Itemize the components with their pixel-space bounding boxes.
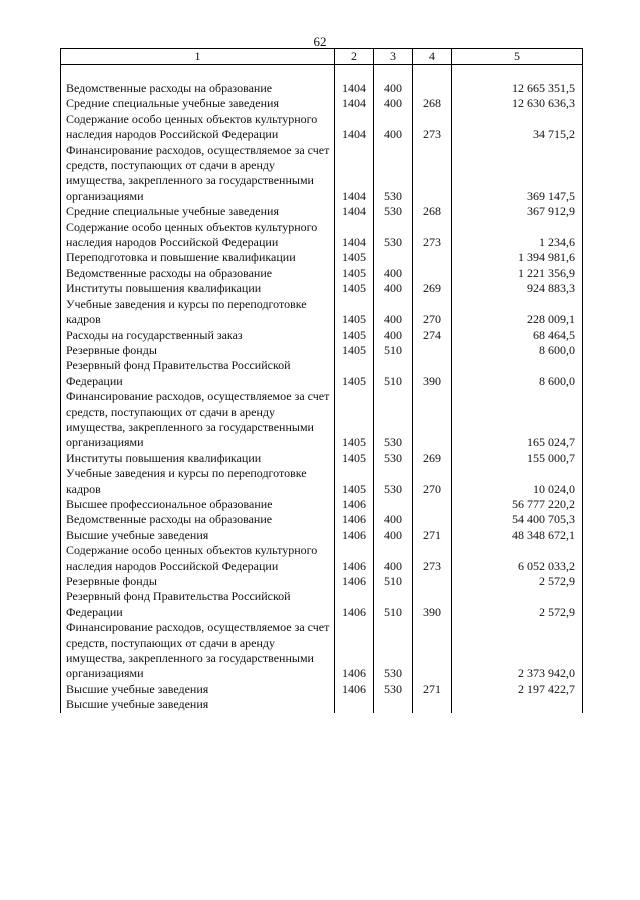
cell-c4 <box>413 697 452 712</box>
cell-c3: 530 <box>374 389 413 451</box>
cell-amount: 165 024,7 <box>452 389 583 451</box>
cell-c4 <box>413 343 452 358</box>
cell-c3: 400 <box>374 543 413 574</box>
cell-c2: 1405 <box>335 358 374 389</box>
table-row <box>61 389 583 451</box>
cell-c3: 530 <box>374 682 413 697</box>
cell-amount: 228 009,1 <box>452 297 583 328</box>
cell-c2: 1405 <box>335 343 374 358</box>
cell-amount: 2 572,9 <box>452 589 583 620</box>
cell-c4: 269 <box>413 281 452 296</box>
cell-c3: 400 <box>374 528 413 543</box>
cell-c3: 400 <box>374 512 413 527</box>
cell-c2: 1404 <box>335 96 374 111</box>
header-row <box>61 49 583 65</box>
cell-c3: 530 <box>374 220 413 251</box>
cell-c2: 1405 <box>335 297 374 328</box>
cell-name: Финансирование расходов, осуществляемое за счет средств, поступающих от сдачи в аренду имущества, закрепленного за государственными организациями <box>61 389 335 451</box>
table-row <box>61 266 583 281</box>
column-header: 4 <box>413 49 452 65</box>
cell-c3: 530 <box>374 620 413 682</box>
cell-amount: 8 600,0 <box>452 358 583 389</box>
cell-c2: 1406 <box>335 682 374 697</box>
cell-c2: 1405 <box>335 466 374 497</box>
cell-name: Институты повышения квалификации <box>61 451 335 466</box>
cell-amount: 6 052 033,2 <box>452 543 583 574</box>
cell-c3: 510 <box>374 358 413 389</box>
cell-c3: 400 <box>374 112 413 143</box>
cell-amount: 155 000,7 <box>452 451 583 466</box>
table-row <box>61 528 583 543</box>
cell-amount: 1 234,6 <box>452 220 583 251</box>
cell-c2: 1406 <box>335 543 374 574</box>
table-row <box>61 697 583 712</box>
cell-c4 <box>413 574 452 589</box>
table-row <box>61 466 583 497</box>
table-row <box>61 96 583 111</box>
cell-amount: 367 912,9 <box>452 204 583 219</box>
cell-name: Учебные заведения и курсы по переподготовке кадров <box>61 466 335 497</box>
cell-c3: 530 <box>374 204 413 219</box>
cell-name: Резервный фонд Правительства Российской Федерации <box>61 358 335 389</box>
table-row <box>61 328 583 343</box>
cell-amount: 10 024,0 <box>452 466 583 497</box>
cell-name: Средние специальные учебные заведения <box>61 204 335 219</box>
table-row <box>61 297 583 328</box>
cell-c4: 273 <box>413 112 452 143</box>
cell-amount: 2 373 942,0 <box>452 620 583 682</box>
cell-name: Институты повышения квалификации <box>61 281 335 296</box>
cell-amount <box>452 697 583 712</box>
table-row <box>61 220 583 251</box>
cell-c2: 1404 <box>335 220 374 251</box>
table-row <box>61 574 583 589</box>
cell-c2: 1405 <box>335 266 374 281</box>
cell-amount: 8 600,0 <box>452 343 583 358</box>
cell-c2: 1404 <box>335 143 374 205</box>
cell-c3: 400 <box>374 328 413 343</box>
cell-amount: 12 630 636,3 <box>452 96 583 111</box>
cell-name: Средние специальные учебные заведения <box>61 96 335 111</box>
cell-name: Финансирование расходов, осуществляемое за счет средств, поступающих от сдачи в аренду имущества, закрепленного за государственными организациями <box>61 143 335 205</box>
cell-c2 <box>335 697 374 712</box>
cell-c4 <box>413 497 452 512</box>
cell-amount: 2 197 422,7 <box>452 682 583 697</box>
cell-c3: 400 <box>374 297 413 328</box>
cell-c4: 273 <box>413 220 452 251</box>
cell-c2: 1405 <box>335 328 374 343</box>
cell-c4: 269 <box>413 451 452 466</box>
cell-c3: 510 <box>374 589 413 620</box>
cell-c2: 1406 <box>335 512 374 527</box>
cell-c3 <box>374 497 413 512</box>
cell-amount: 1 394 981,6 <box>452 250 583 265</box>
cell-name: Расходы на государственный заказ <box>61 328 335 343</box>
cell-name: Содержание особо ценных объектов культурного наследия народов Российской Федерации <box>61 543 335 574</box>
cell-c2: 1405 <box>335 389 374 451</box>
cell-c2: 1406 <box>335 620 374 682</box>
cell-c4 <box>413 266 452 281</box>
table-row <box>61 451 583 466</box>
cell-amount: 369 147,5 <box>452 143 583 205</box>
cell-name: Резервные фонды <box>61 574 335 589</box>
cell-c4 <box>413 512 452 527</box>
cell-c3 <box>374 250 413 265</box>
table-row <box>61 543 583 574</box>
cell-name: Резервный фонд Правительства Российской Федерации <box>61 589 335 620</box>
cell-name: Финансирование расходов, осуществляемое за счет средств, поступающих от сдачи в аренду имущества, закрепленного за государственными организациями <box>61 620 335 682</box>
cell-name: Высшее профессиональное образование <box>61 497 335 512</box>
cell-amount: 924 883,3 <box>452 281 583 296</box>
column-header: 1 <box>61 49 335 65</box>
table-row <box>61 589 583 620</box>
table-row <box>61 620 583 682</box>
cell-c2: 1405 <box>335 281 374 296</box>
cell-c3 <box>374 697 413 712</box>
column-header: 5 <box>452 49 583 65</box>
table-row <box>61 343 583 358</box>
cell-name: Переподготовка и повышение квалификации <box>61 250 335 265</box>
table-row <box>61 81 583 96</box>
cell-c4: 273 <box>413 543 452 574</box>
cell-amount: 12 665 351,5 <box>452 81 583 96</box>
cell-name: Содержание особо ценных объектов культурного наследия народов Российской Федерации <box>61 220 335 251</box>
cell-name: Содержание особо ценных объектов культурного наследия народов Российской Федерации <box>61 112 335 143</box>
cell-name: Высшие учебные заведения <box>61 697 335 712</box>
cell-c3: 400 <box>374 96 413 111</box>
cell-c2: 1404 <box>335 81 374 96</box>
cell-c3: 400 <box>374 266 413 281</box>
spacer-row <box>61 65 583 82</box>
cell-name: Ведомственные расходы на образование <box>61 512 335 527</box>
cell-c3: 510 <box>374 343 413 358</box>
cell-c2: 1405 <box>335 451 374 466</box>
cell-c4 <box>413 143 452 205</box>
cell-c2: 1404 <box>335 204 374 219</box>
cell-amount: 48 348 672,1 <box>452 528 583 543</box>
cell-name: Учебные заведения и курсы по переподготовке кадров <box>61 297 335 328</box>
cell-amount: 34 715,2 <box>452 112 583 143</box>
table-row <box>61 112 583 143</box>
table-row <box>61 497 583 512</box>
cell-c4: 274 <box>413 328 452 343</box>
column-header: 2 <box>335 49 374 65</box>
cell-name: Высшие учебные заведения <box>61 682 335 697</box>
cell-c4 <box>413 81 452 96</box>
table-row <box>61 143 583 205</box>
cell-c4: 270 <box>413 297 452 328</box>
cell-c3: 400 <box>374 81 413 96</box>
cell-amount: 2 572,9 <box>452 574 583 589</box>
cell-c4: 390 <box>413 358 452 389</box>
table-row <box>61 512 583 527</box>
cell-c3: 400 <box>374 281 413 296</box>
cell-c4: 271 <box>413 682 452 697</box>
cell-c2: 1406 <box>335 497 374 512</box>
table-row <box>61 358 583 389</box>
cell-c3: 510 <box>374 574 413 589</box>
cell-c3: 530 <box>374 143 413 205</box>
cell-amount: 68 464,5 <box>452 328 583 343</box>
cell-amount: 1 221 356,9 <box>452 266 583 281</box>
cell-c4: 270 <box>413 466 452 497</box>
page-number: 62 <box>313 34 327 49</box>
table-body <box>61 65 583 713</box>
cell-amount: 56 777 220,2 <box>452 497 583 512</box>
cell-c4 <box>413 620 452 682</box>
budget-table <box>60 48 583 713</box>
cell-c4: 268 <box>413 96 452 111</box>
cell-c2: 1406 <box>335 589 374 620</box>
cell-c4: 271 <box>413 528 452 543</box>
cell-c3: 530 <box>374 451 413 466</box>
cell-c4 <box>413 389 452 451</box>
cell-c2: 1406 <box>335 574 374 589</box>
cell-c4: 268 <box>413 204 452 219</box>
cell-amount: 54 400 705,3 <box>452 512 583 527</box>
table-row <box>61 281 583 296</box>
cell-name: Ведомственные расходы на образование <box>61 81 335 96</box>
table-row <box>61 204 583 219</box>
table-row <box>61 682 583 697</box>
cell-name: Высшие учебные заведения <box>61 528 335 543</box>
cell-c2: 1406 <box>335 528 374 543</box>
table-row <box>61 250 583 265</box>
column-header: 3 <box>374 49 413 65</box>
cell-c4 <box>413 250 452 265</box>
cell-c4: 390 <box>413 589 452 620</box>
cell-name: Резервные фонды <box>61 343 335 358</box>
cell-c2: 1405 <box>335 250 374 265</box>
cell-c2: 1404 <box>335 112 374 143</box>
cell-name: Ведомственные расходы на образование <box>61 266 335 281</box>
cell-c3: 530 <box>374 466 413 497</box>
budget-table-container <box>60 48 583 713</box>
